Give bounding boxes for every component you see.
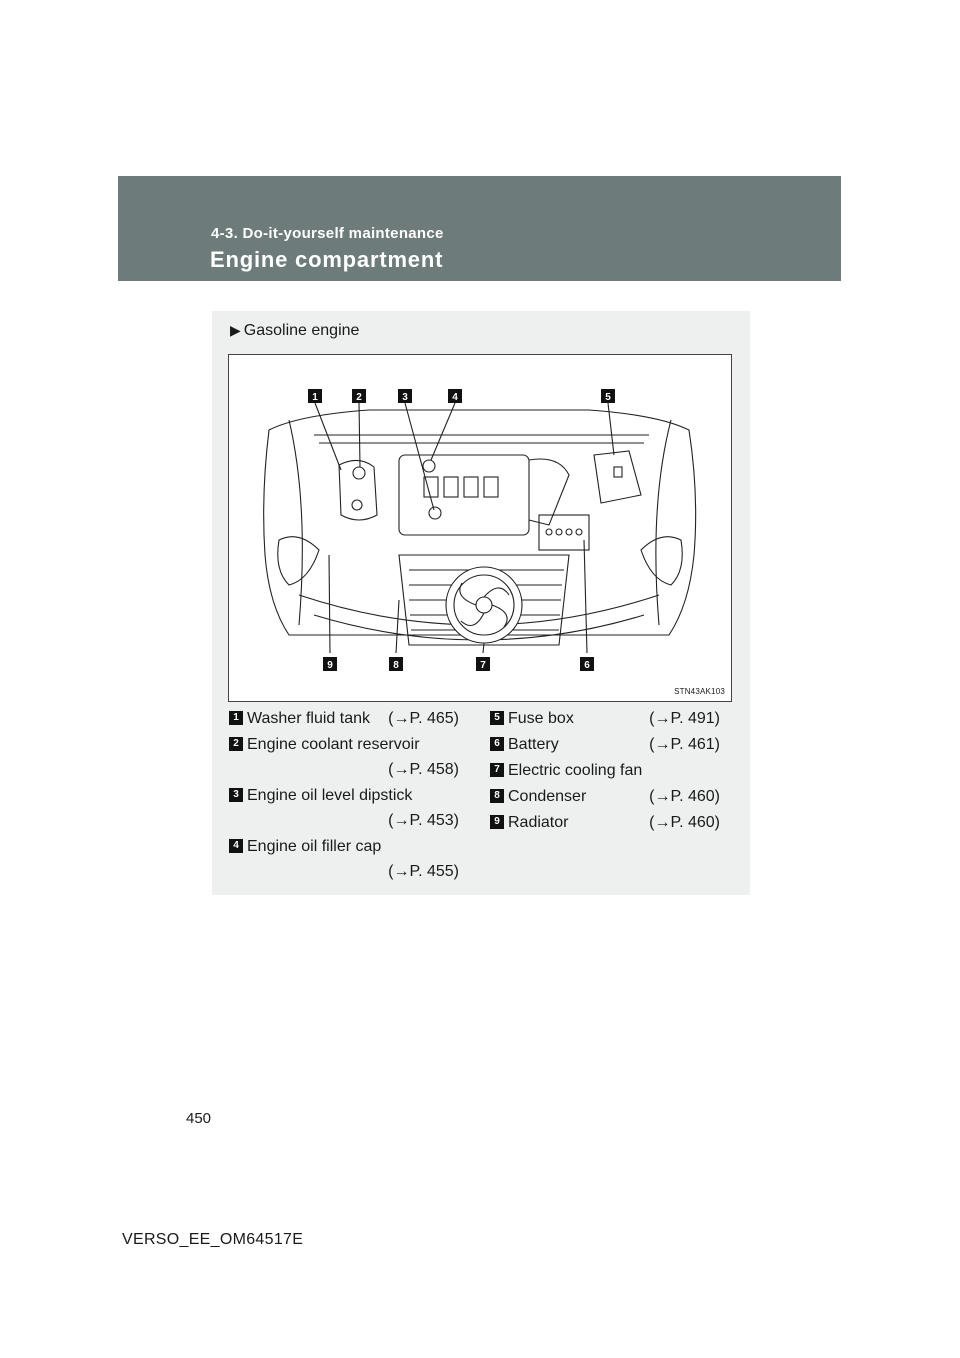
legend-item <box>490 810 720 835</box>
page-reference: (→P. 461) <box>649 736 720 753</box>
number-badge: 5 <box>490 711 504 725</box>
item-label: Radiator <box>508 814 569 831</box>
callout-6 <box>580 657 594 671</box>
legend-item <box>229 732 459 782</box>
legend-item <box>490 758 720 783</box>
item-label: Battery <box>508 736 559 753</box>
number-badge: 3 <box>229 788 243 802</box>
legend-item <box>229 706 459 731</box>
number-badge: 4 <box>229 839 243 853</box>
engine-drawing <box>229 355 731 701</box>
page-title: Engine compartment <box>210 247 444 272</box>
engine-compartment-illustration <box>228 354 732 702</box>
item-label: Electric cooling fan <box>508 762 643 779</box>
legend-left-column <box>229 706 459 885</box>
engine-type-label: Gasoline engine <box>243 322 360 339</box>
callout-2-label: 2 <box>356 392 362 403</box>
page-reference: (→P. 465) <box>388 710 459 727</box>
item-label: Engine oil level dipstick <box>247 787 413 804</box>
number-badge: 2 <box>229 737 243 751</box>
number-badge: 7 <box>490 763 504 777</box>
callout-3-label: 3 <box>402 392 408 403</box>
legend-item <box>490 784 720 809</box>
section-label: 4-3. Do-it-yourself maintenance <box>211 225 444 242</box>
item-label: Engine oil filler cap <box>247 838 382 855</box>
callout-7 <box>476 657 490 671</box>
legend-item <box>490 732 720 757</box>
page-number: 450 <box>186 1110 212 1127</box>
callout-8-label: 8 <box>393 660 399 671</box>
engine-type-heading <box>230 322 359 340</box>
figure-code: STN43AK103 <box>674 687 725 696</box>
item-label: Engine coolant reservoir <box>247 736 420 753</box>
callout-5-label: 5 <box>605 392 611 403</box>
section-header <box>118 176 841 281</box>
page-reference: (→P. 460) <box>649 788 720 805</box>
legend-item <box>229 783 459 833</box>
callout-7-label: 7 <box>480 660 486 671</box>
document-code: VERSO_EE_OM64517E <box>122 1231 304 1248</box>
triangle-bullet-icon: ▶ <box>230 322 241 338</box>
callout-4-label: 4 <box>452 392 458 403</box>
callout-1 <box>308 389 322 403</box>
legend-item <box>229 834 459 884</box>
callout-1-label: 1 <box>312 392 318 403</box>
page-reference: (→P. 460) <box>649 814 720 831</box>
page-reference: (→P. 453) <box>388 812 459 829</box>
number-badge: 1 <box>229 711 243 725</box>
legend-right-column <box>490 706 720 836</box>
callout-9-label: 9 <box>327 660 333 671</box>
number-badge: 9 <box>490 815 504 829</box>
item-label: Fuse box <box>508 710 574 727</box>
number-badge: 8 <box>490 789 504 803</box>
item-label: Condenser <box>508 788 587 805</box>
number-badge: 6 <box>490 737 504 751</box>
callout-4 <box>448 389 462 403</box>
callout-8 <box>389 657 403 671</box>
callout-9 <box>323 657 337 671</box>
callout-6-label: 6 <box>584 660 590 671</box>
page-reference: (→P. 455) <box>388 863 459 880</box>
engine-compartment-panel <box>212 311 750 895</box>
page-reference: (→P. 458) <box>388 761 459 778</box>
item-label: Washer fluid tank <box>247 710 371 727</box>
page-reference: (→P. 491) <box>649 710 720 727</box>
callout-5 <box>601 389 615 403</box>
callout-2 <box>352 389 366 403</box>
legend-item <box>490 706 720 731</box>
callout-3 <box>398 389 412 403</box>
